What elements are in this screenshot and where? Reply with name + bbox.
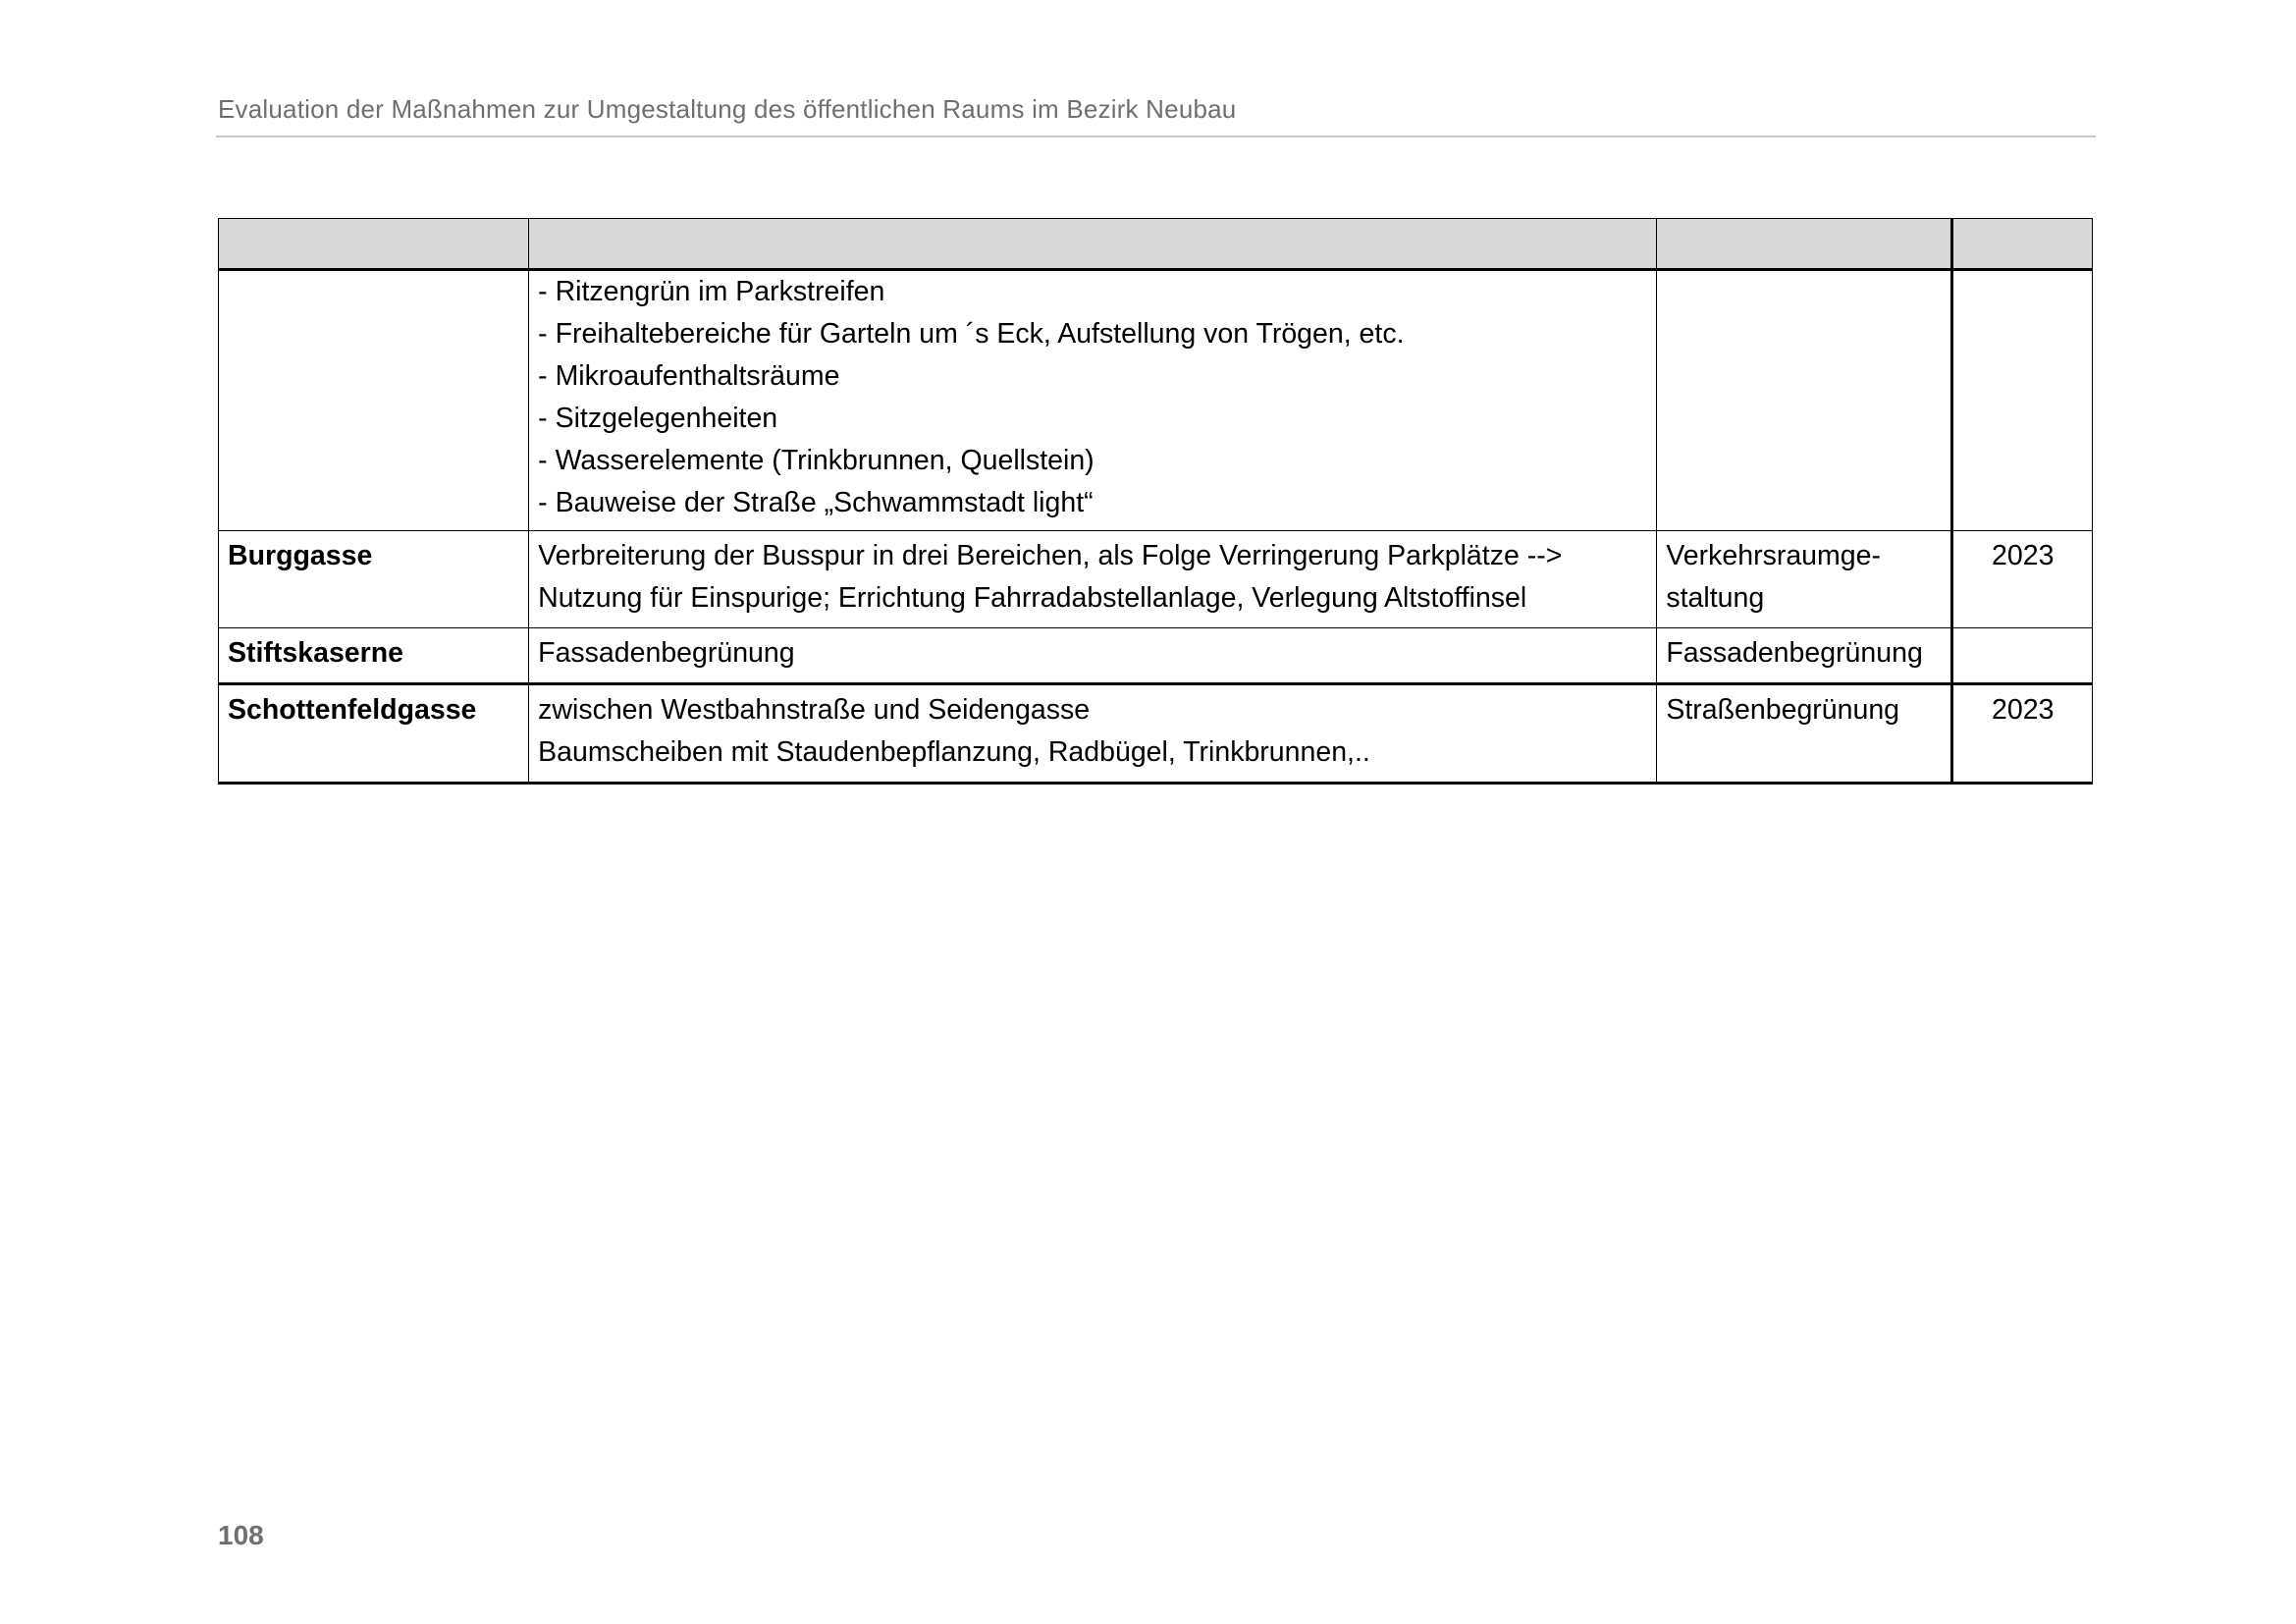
description-cell [529,270,1657,531]
column-header-year [1952,219,2093,270]
document-title: Evaluation der Maßnahmen zur Umgestaltung des öffentlichen Raums im Bezirk Neubau [218,94,1237,124]
description-line: - Wasserelemente (Trinkbrunnen, Quellstein) [538,445,1095,476]
category-line: Straßenbegrünung [1666,694,1900,726]
category-cell [1657,684,1952,784]
page-number: 108 [218,1520,264,1550]
description-line: Fassadenbegrünung [538,637,795,669]
table-row [219,684,2093,784]
location-cell [219,270,529,531]
description-line: - Ritzengrün im Parkstreifen [538,276,885,307]
category-line: Verkehrsraumge- [1666,540,1881,571]
description-line: Verbreiterung der Busspur in drei Bereichen, als Folge Verringerung Parkplätze --> [538,540,1563,571]
category-cell [1657,531,1952,628]
table-header-row [219,219,2093,270]
location-cell: Schottenfeldgasse [219,684,529,784]
page-header [216,90,2096,137]
table-row [219,270,2093,531]
measures-table [218,218,2093,785]
description-cell [529,684,1657,784]
description-line: Baumscheiben mit Staudenbepflanzung, Radbügel, Trinkbrunnen,.. [538,736,1370,768]
description-line: - Mikroaufenthaltsräume [538,360,840,392]
description-cell [529,531,1657,628]
table-row [219,628,2093,684]
year-cell: 2023 [1952,684,2093,784]
description-line: zwischen Westbahnstraße und Seidengasse [538,694,1091,726]
category-line: staltung [1666,582,1765,614]
location-cell: Stiftskaserne [219,628,529,684]
location-cell: Burggasse [219,531,529,628]
year-cell [1952,270,2093,531]
category-cell [1657,270,1952,531]
category-cell [1657,628,1952,684]
description-line: Nutzung für Einspurige; Errichtung Fahrradabstellanlage, Verlegung Altstoffinsel [538,582,1527,614]
description-line: - Bauweise der Straße „Schwammstadt light“ [538,487,1094,518]
description-line: - Sitzgelegenheiten [538,403,778,434]
year-cell [1952,628,2093,684]
year-cell: 2023 [1952,531,2093,628]
column-header-category [1657,219,1952,270]
description-line: - Freihaltebereiche für Garteln um ´s Eck, Aufstellung von Trögen, etc. [538,318,1405,350]
table-row [219,531,2093,628]
category-line: Fassadenbegrünung [1666,637,1923,669]
description-cell [529,628,1657,684]
column-header-description [529,219,1657,270]
column-header-location [219,219,529,270]
